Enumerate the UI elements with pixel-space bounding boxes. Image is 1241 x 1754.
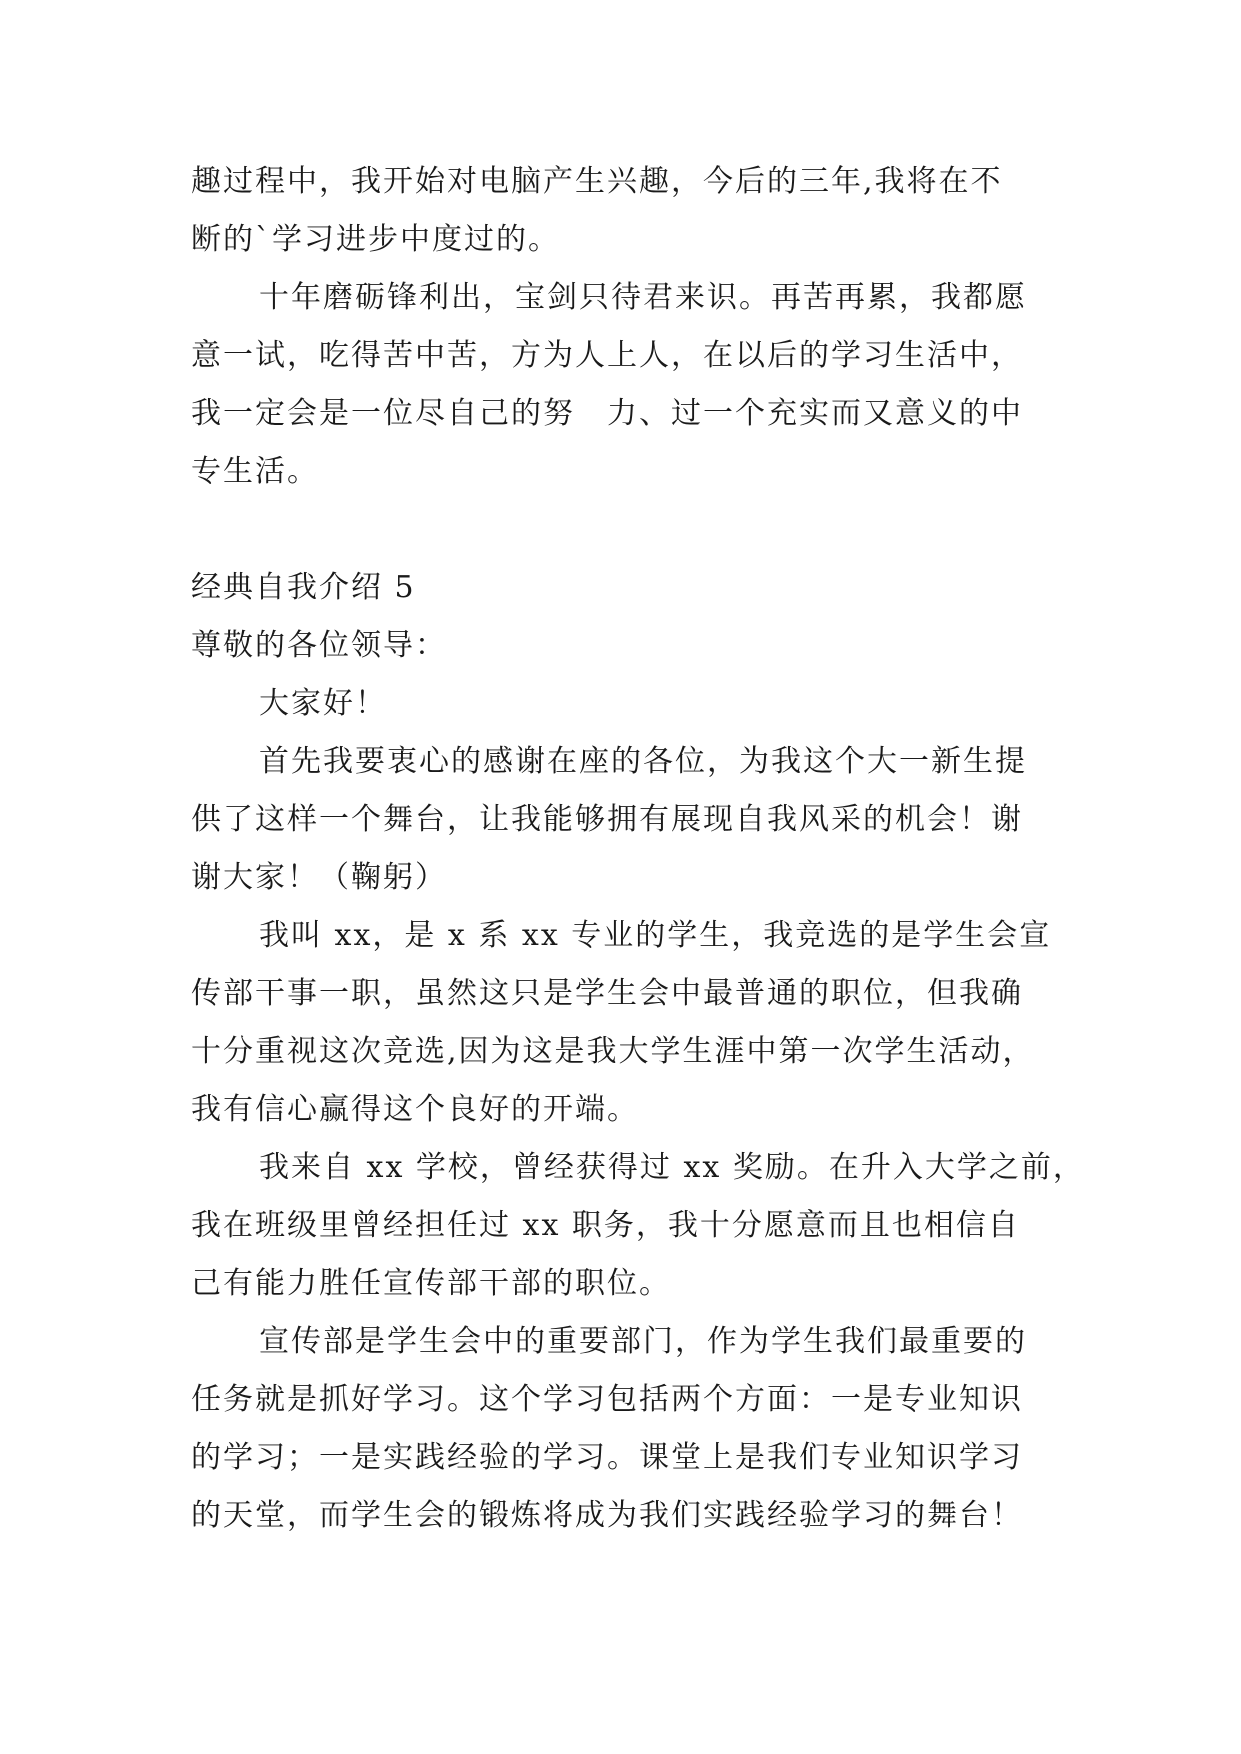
section-heading: 经典自我介绍 5 <box>191 570 416 605</box>
salutation: 尊敬的各位领导： <box>191 628 447 663</box>
paragraph-line: 的学习；一是实践经验的学习。课堂上是我们专业知识学习 <box>191 1440 1023 1475</box>
paragraph-line: 意一试，吃得苦中苦，方为人上人，在以后的学习生活中， <box>191 338 1023 373</box>
paragraph-line: 十分重视这次竞选,因为这是我大学生涯中第一次学生活动， <box>191 1034 1035 1069</box>
paragraph-line: 供了这样一个舞台，让我能够拥有展现自我风采的机会！谢 <box>191 802 1023 837</box>
paragraph-line: 宣传部是学生会中的重要部门，作为学生我们最重要的 <box>259 1324 1027 1359</box>
paragraph-line: 己有能力胜任宣传部干部的职位。 <box>191 1266 671 1301</box>
paragraph-line: 我有信心赢得这个良好的开端。 <box>191 1092 639 1127</box>
paragraph-line: 断的`学习进步中度过的。 <box>191 222 560 257</box>
paragraph-line: 我来自 xx 学校，曾经获得过 xx 奖励。在升入大学之前， <box>259 1150 1085 1185</box>
paragraph-line: 趣过程中，我开始对电脑产生兴趣，今后的三年,我将在不 <box>191 164 1003 199</box>
greeting: 大家好！ <box>259 686 387 721</box>
paragraph-line: 十年磨砺锋利出，宝剑只待君来识。再苦再累，我都愿 <box>259 280 1027 315</box>
paragraph-line: 我在班级里曾经担任过 xx 职务，我十分愿意而且也相信自 <box>191 1208 1020 1243</box>
paragraph-line: 传部干事一职，虽然这只是学生会中最普通的职位，但我确 <box>191 976 1023 1011</box>
paragraph-line: 专生活。 <box>191 454 319 489</box>
paragraph-line: 首先我要衷心的感谢在座的各位，为我这个大一新生提 <box>259 744 1027 779</box>
paragraph-line: 的天堂，而学生会的锻炼将成为我们实践经验学习的舞台！ <box>191 1498 1023 1533</box>
paragraph-line: 我叫 xx，是 x 系 xx 专业的学生，我竞选的是学生会宣 <box>259 918 1052 953</box>
paragraph-line: 任务就是抓好学习。这个学习包括两个方面：一是专业知识 <box>191 1382 1023 1417</box>
paragraph-line: 谢大家！（鞠躬） <box>191 860 447 895</box>
paragraph-line: 我一定会是一位尽自己的努 力、过一个充实而又意义的中 <box>191 396 1023 431</box>
